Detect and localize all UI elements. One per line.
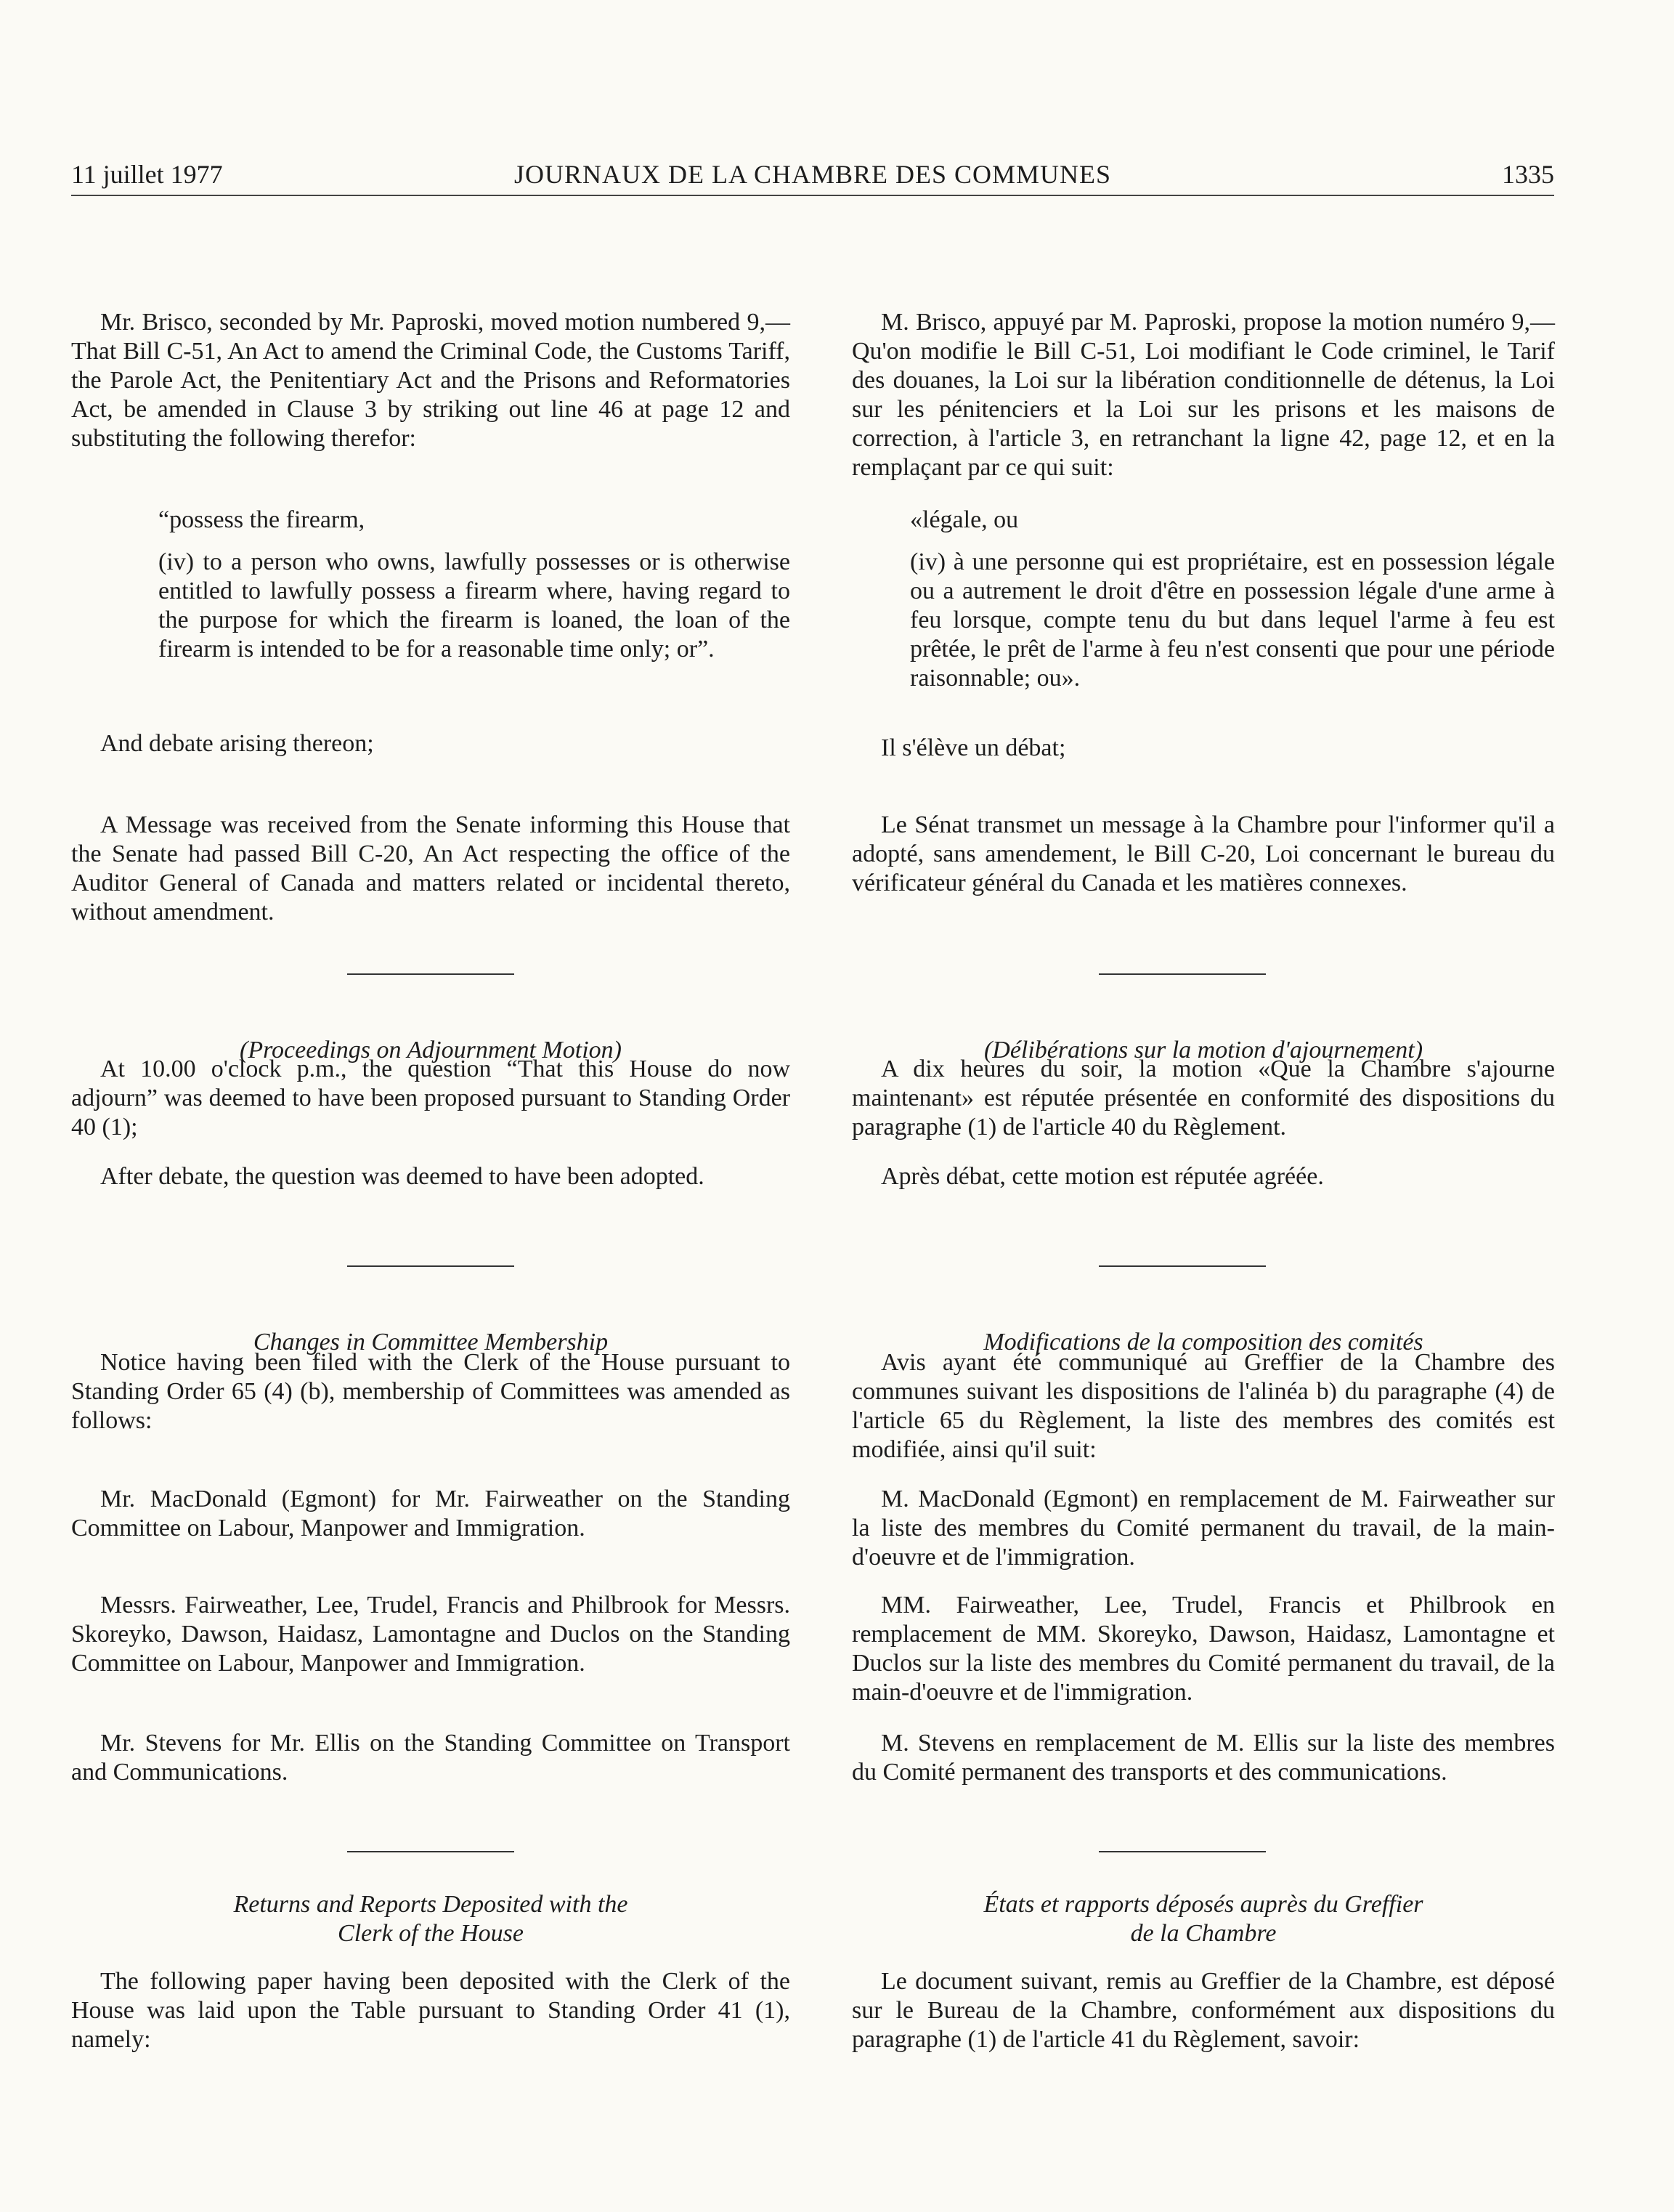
header-date: 11 juillet 1977 bbox=[71, 160, 223, 189]
returns-heading: Clerk of the House bbox=[338, 1920, 524, 1947]
page-header bbox=[71, 158, 1554, 196]
amendment-quote-text: (iv) à une personne qui est propriétaire, est en possession légale ou a autrement le droit d'être en possession légale d'une arme à feu lorsque, compte tenu du but dans lequel l'arme à feu est prêtée, le prêt de l'arme à feu n'est consenti que pour une période raisonnable; ou». bbox=[910, 548, 1555, 692]
committee-change: M. MacDonald (Egmont) en remplacement de M. Fairweather sur la liste des membres du Comité permanent du travail, de la main-d'oeuvre et de l'immigration. bbox=[852, 1486, 1555, 1571]
amendment-quote-line: «légale, ou bbox=[910, 506, 1019, 533]
committee-heading: Changes in Committee Membership bbox=[253, 1329, 609, 1356]
committee-notice: Avis ayant été communiqué au Greffier de la Chambre des communes suivant les dispositions de l'alinéa b) du paragraphe (4) de l'article 65 du Règlement, la liste des membres des comités est modifiée, ainsi qu'il suit: bbox=[852, 1349, 1555, 1463]
committee-change: MM. Fairweather, Lee, Trudel, Francis et Philbrook en remplacement de MM. Skoreyko, Dawson, Haidasz, Lamontagne et Duclos sur la liste des membres du Comité permanent du travail, de la main-d'oeuvre et de l'immigration. bbox=[852, 1592, 1555, 1706]
debate-line: Il s'élève un débat; bbox=[881, 734, 1066, 761]
committee-heading: Modifications de la composition des comités bbox=[983, 1329, 1423, 1356]
adjournment-heading: (Proceedings on Adjournment Motion) bbox=[240, 1037, 622, 1064]
committee-change: Mr. Stevens for Mr. Ellis on the Standing Committee on Transport and Communications. bbox=[71, 1730, 790, 1786]
section-divider bbox=[1099, 1265, 1266, 1267]
committee-notice: Notice having been filed with the Clerk of the House pursuant to Standing Order 65 (4) (b), membership of Committees was amended as follows: bbox=[71, 1349, 790, 1434]
section-divider bbox=[1099, 973, 1266, 975]
committee-change: Messrs. Fairweather, Lee, Trudel, Francis and Philbrook for Messrs. Skoreyko, Dawson, Haidasz, Lamontagne and Duclos on the Standing Committee on Labour, Manpower and Immigration. bbox=[71, 1592, 790, 1677]
section-divider bbox=[347, 1851, 514, 1852]
returns-paragraph: Le document suivant, remis au Greffier de la Chambre, est déposé sur le Bureau de la Chambre, conformément aux dispositions du paragraphe (1) de l'article 41 du Règlement, savoir: bbox=[852, 1968, 1555, 2053]
page-number: 1335 bbox=[1502, 160, 1554, 189]
returns-heading: Returns and Reports Deposited with the bbox=[233, 1891, 628, 1918]
adjournment-result: After debate, the question was deemed to have been adopted. bbox=[100, 1163, 704, 1190]
returns-heading: États et rapports déposés auprès du Greffier bbox=[983, 1891, 1423, 1918]
adjournment-result: Après débat, cette motion est réputée agréée. bbox=[881, 1163, 1324, 1190]
adjournment-paragraph: At 10.00 o'clock p.m., the question “That this House do now adjourn” was deemed to have been proposed pursuant to Standing Order 40 (1); bbox=[71, 1056, 790, 1141]
motion-paragraph: Mr. Brisco, seconded by Mr. Paproski, moved motion numbered 9,—That Bill C-51, An Act to amend the Criminal Code, the Customs Tariff, the Parole Act, the Penitentiary Act and the Prisons and Reformatories Act, be amended in Clause 3 by striking out line 46 at page 12 and substituting the following therefor: bbox=[71, 309, 790, 452]
motion-paragraph: M. Brisco, appuyé par M. Paproski, propose la motion numéro 9,—Qu'on modifie le Bill C-51, Loi modifiant le Code criminel, le Tarif des douanes, la Loi sur la libération conditionnelle de détenus, la Loi sur les pénitenciers et la Loi sur les prisons et les maisons de correction, à l'article 3, en retranchant la ligne 42, page 12, et en la remplaçant par ce qui suit: bbox=[852, 309, 1555, 481]
adjournment-heading: (Délibérations sur la motion d'ajournement) bbox=[983, 1037, 1423, 1064]
section-divider bbox=[347, 1265, 514, 1267]
header-title: JOURNAUX DE LA CHAMBRE DES COMMUNES bbox=[513, 160, 1112, 189]
adjournment-paragraph: A dix heures du soir, la motion «Que la Chambre s'ajourne maintenant» est réputée présentée en conformité des dispositions du paragraphe (1) de l'article 40 du Règlement. bbox=[852, 1056, 1555, 1141]
amendment-quote-line: “possess the firearm, bbox=[158, 506, 365, 533]
debate-line: And debate arising thereon; bbox=[100, 730, 374, 757]
returns-heading: de la Chambre bbox=[1130, 1920, 1277, 1947]
committee-change: Mr. MacDonald (Egmont) for Mr. Fairweather on the Standing Committee on Labour, Manpower and Immigration. bbox=[71, 1486, 790, 1541]
section-divider bbox=[1099, 1851, 1266, 1852]
section-divider bbox=[347, 973, 514, 975]
returns-paragraph: The following paper having been deposited with the Clerk of the House was laid upon the Table pursuant to Standing Order 41 (1), namely: bbox=[71, 1968, 790, 2053]
senate-message: Le Sénat transmet un message à la Chambre pour l'informer qu'il a adopté, sans amendement, le Bill C-20, Loi concernant le bureau du vérificateur général du Canada et les matières connexes. bbox=[852, 811, 1555, 896]
amendment-quote-text: (iv) to a person who owns, lawfully possesses or is otherwise entitled to lawfully possess a firearm where, having regard to the purpose for which the firearm is loaned, the loan of the firearm is intended to be for a reasonable time only; or”. bbox=[158, 548, 790, 663]
committee-change: M. Stevens en remplacement de M. Ellis sur la liste des membres du Comité permanent des transports et des communications. bbox=[852, 1730, 1555, 1786]
senate-message: A Message was received from the Senate informing this House that the Senate had passed Bill C-20, An Act respecting the office of the Auditor General of Canada and matters related or incidental thereto, without amendment. bbox=[71, 811, 790, 925]
